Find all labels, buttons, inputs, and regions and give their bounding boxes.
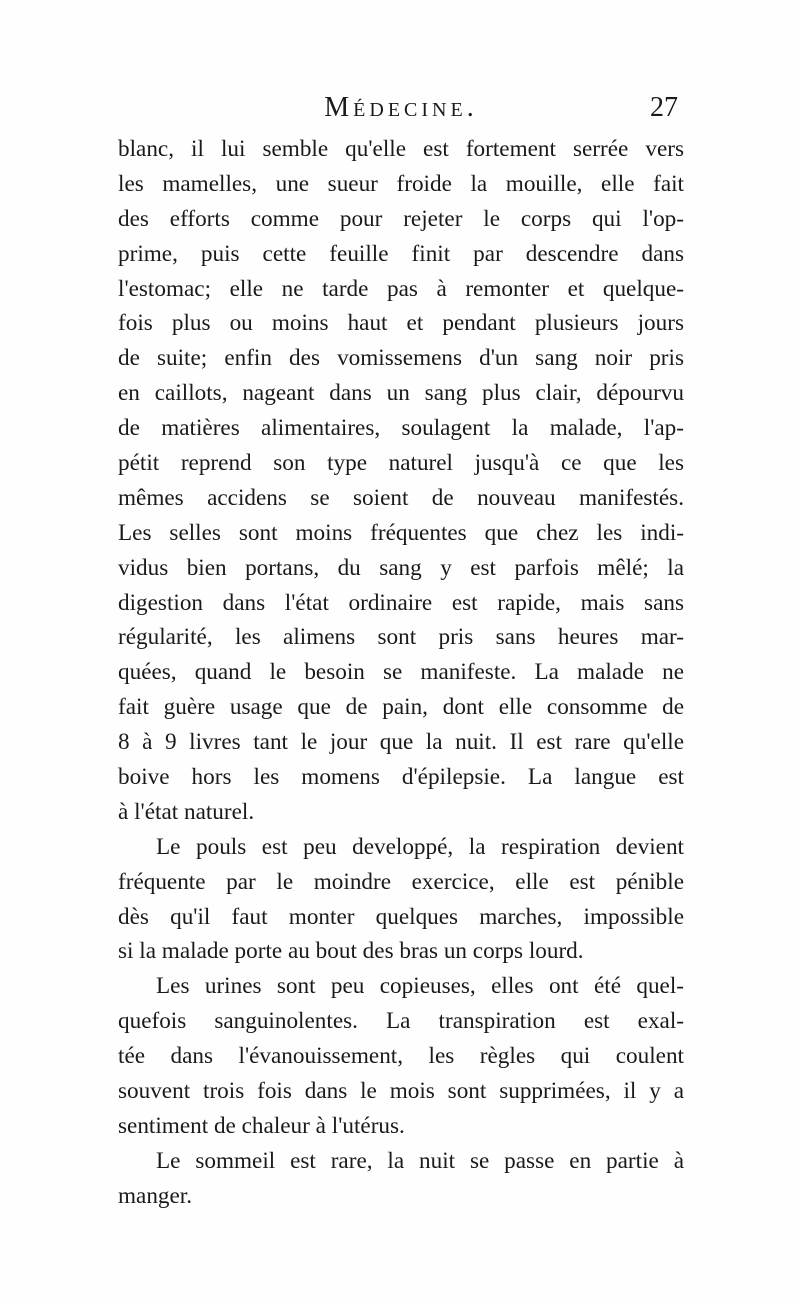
text-line: Le sommeil est rare, la nuit se passe en partie à	[156, 1147, 684, 1174]
text-line: digestion dans l'état ordinaire est rapide, mais sans	[118, 589, 684, 616]
text-line: fois plus ou moins haut et pendant plusieurs jours	[118, 310, 684, 337]
text-line: Les urines sont peu copieuses, elles ont été quel-	[156, 973, 684, 1000]
text-line: prime, puis cette feuille finit par descendre dans	[118, 240, 684, 267]
text-line: à l'état naturel.	[118, 798, 255, 825]
text-line: quées, quand le besoin se manifeste. La malade ne	[118, 659, 684, 686]
text-line: Les selles sont moins fréquentes que chez les indi-	[118, 519, 684, 546]
text-line: souvent trois fois dans le mois sont supprimées, il y a	[118, 1078, 684, 1105]
page-number: 27	[650, 92, 678, 123]
body-text	[118, 132, 684, 1214]
text-line: sentiment de chaleur à l'utérus.	[118, 1112, 405, 1139]
text-line: mêmes accidens se soient de nouveau manifestés.	[118, 484, 684, 511]
text-line: en caillots, nageant dans un sang plus clair, dépourvu	[118, 380, 684, 407]
text-line: dès qu'il faut monter quelques marches, impossible	[118, 903, 684, 930]
text-line: de suite; enfin des vomissemens d'un sang noir pris	[118, 345, 684, 372]
text-line: l'estomac; elle ne tarde pas à remonter et quelque-	[118, 275, 684, 302]
text-line: les mamelles, une sueur froide la mouille, elle fait	[118, 170, 684, 197]
text-line: de matières alimentaires, soulagent la malade, l'ap-	[118, 415, 684, 442]
text-line: régularité, les alimens sont pris sans heures mar-	[118, 624, 684, 651]
text-line: tée dans l'évanouissement, les règles qui coulent	[118, 1043, 684, 1070]
running-head	[118, 92, 684, 132]
text-line: si la malade porte au bout des bras un corps lourd.	[118, 938, 584, 965]
text-line: des efforts comme pour rejeter le corps qui l'op-	[118, 205, 684, 232]
text-line: manger.	[118, 1182, 193, 1209]
text-line: quefois sanguinolentes. La transpiration est exal-	[118, 1008, 684, 1035]
text-line: pétit reprend son type naturel jusqu'à ce que les	[118, 450, 684, 477]
running-title: Médecine.	[324, 92, 478, 123]
text-line: Le pouls est peu developpé, la respiration devient	[156, 833, 684, 860]
text-line: vidus bien portans, du sang y est parfois mêlé; la	[118, 554, 684, 581]
text-line: 8 à 9 livres tant le jour que la nuit. Il est rare qu'elle	[118, 729, 684, 756]
text-line: fait guère usage que de pain, dont elle consomme de	[118, 694, 684, 721]
text-line: fréquente par le moindre exercice, elle est pénible	[118, 868, 684, 895]
text-line: boive hors les momens d'épilepsie. La langue est	[118, 764, 684, 791]
text-line: blanc, il lui semble qu'elle est fortement serrée vers	[118, 136, 684, 162]
